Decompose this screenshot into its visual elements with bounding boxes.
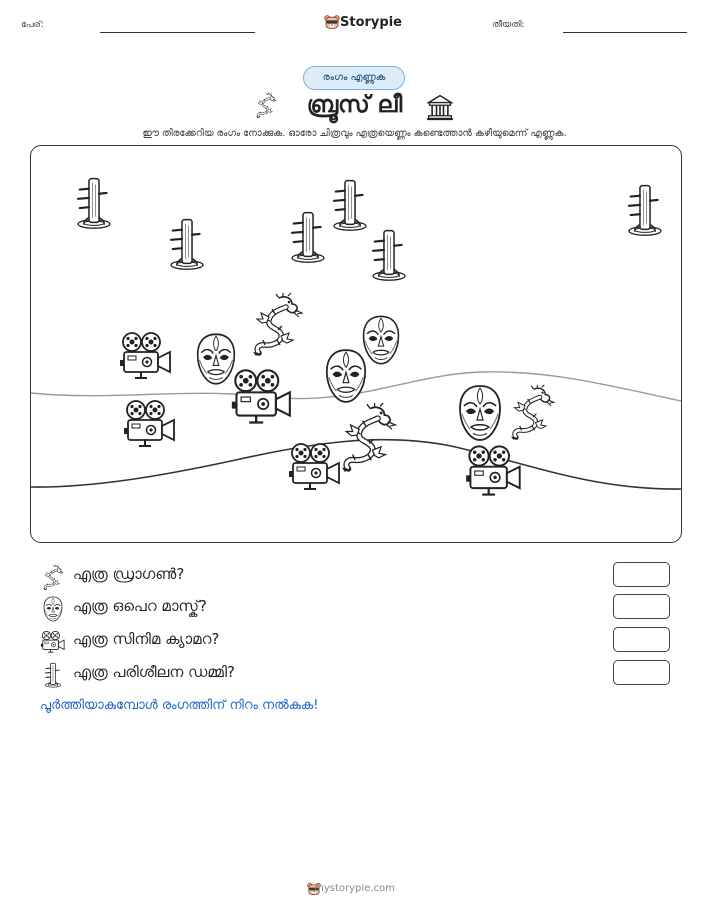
finish-instruction: പൂർത്തിയാകുമ്പോൾ രംഗത്തിന് നിറം നൽകുക! xyxy=(40,698,319,713)
opera-mask xyxy=(364,316,399,363)
dragon xyxy=(511,385,554,440)
temple-icon xyxy=(426,93,454,121)
training-dummy xyxy=(78,179,110,229)
training-dummy xyxy=(171,220,203,270)
movie-camera-icon xyxy=(40,629,66,655)
movie-camera xyxy=(289,444,339,489)
movie-camera xyxy=(232,370,290,422)
question-text: എത്ര പരിശീലന ഡമ്മി? xyxy=(73,663,235,681)
date-line[interactable] xyxy=(563,32,687,33)
question-text: എത്ര സിനിമ ക്യാമറ? xyxy=(73,630,220,648)
date-label: തീയതി: xyxy=(492,20,525,30)
answer-box-dummy[interactable] xyxy=(613,660,670,685)
dragon-icon xyxy=(40,564,66,590)
training-dummy xyxy=(629,186,661,236)
movie-camera xyxy=(120,333,170,378)
training-dummy xyxy=(334,181,366,231)
page-title: ബ്രൂസ് ലീ xyxy=(306,92,403,118)
hill-line-front xyxy=(31,440,681,489)
question-row-dummy xyxy=(40,662,680,688)
dragon xyxy=(342,403,396,472)
movie-camera xyxy=(124,401,174,446)
training-dummy xyxy=(373,231,405,281)
name-line[interactable] xyxy=(100,32,255,33)
answer-box-camera[interactable] xyxy=(613,627,670,652)
question-row-dragon xyxy=(40,564,680,590)
answer-box-dragon[interactable] xyxy=(613,562,670,587)
question-text: എത്ര ഡ്രാഗൺ? xyxy=(73,565,185,583)
movie-camera xyxy=(466,446,520,494)
question-text: എത്ര ഒപെറ മാസ്ക്? xyxy=(73,597,207,615)
training-dummy-icon xyxy=(40,662,66,688)
question-row-camera xyxy=(40,629,680,655)
opera-mask xyxy=(327,350,365,402)
instructions: ഈ തിരക്കേറിയ രംഗം നോക്കുക. ഓരോ ചിത്രവും എത്രയെണ്ണം കണ്ടെത്താൻ കഴിയുമെന്ന് എണ്ണുക. xyxy=(142,128,567,139)
training-dummy xyxy=(292,213,324,263)
opera-mask-icon xyxy=(40,596,66,622)
brand-name: Storypie xyxy=(340,15,402,30)
name-label: പേര്: xyxy=(21,20,44,30)
opera-mask xyxy=(460,386,500,440)
storypie-logo-icon xyxy=(324,14,340,30)
question-row-mask xyxy=(40,596,680,622)
footer-url: mystorypie.com xyxy=(314,883,395,894)
activity-badge: രംഗം എണ്ണുക xyxy=(303,66,405,90)
counting-scene xyxy=(30,145,682,543)
opera-mask xyxy=(198,334,235,384)
answer-box-mask[interactable] xyxy=(613,594,670,619)
dragon xyxy=(253,293,302,356)
